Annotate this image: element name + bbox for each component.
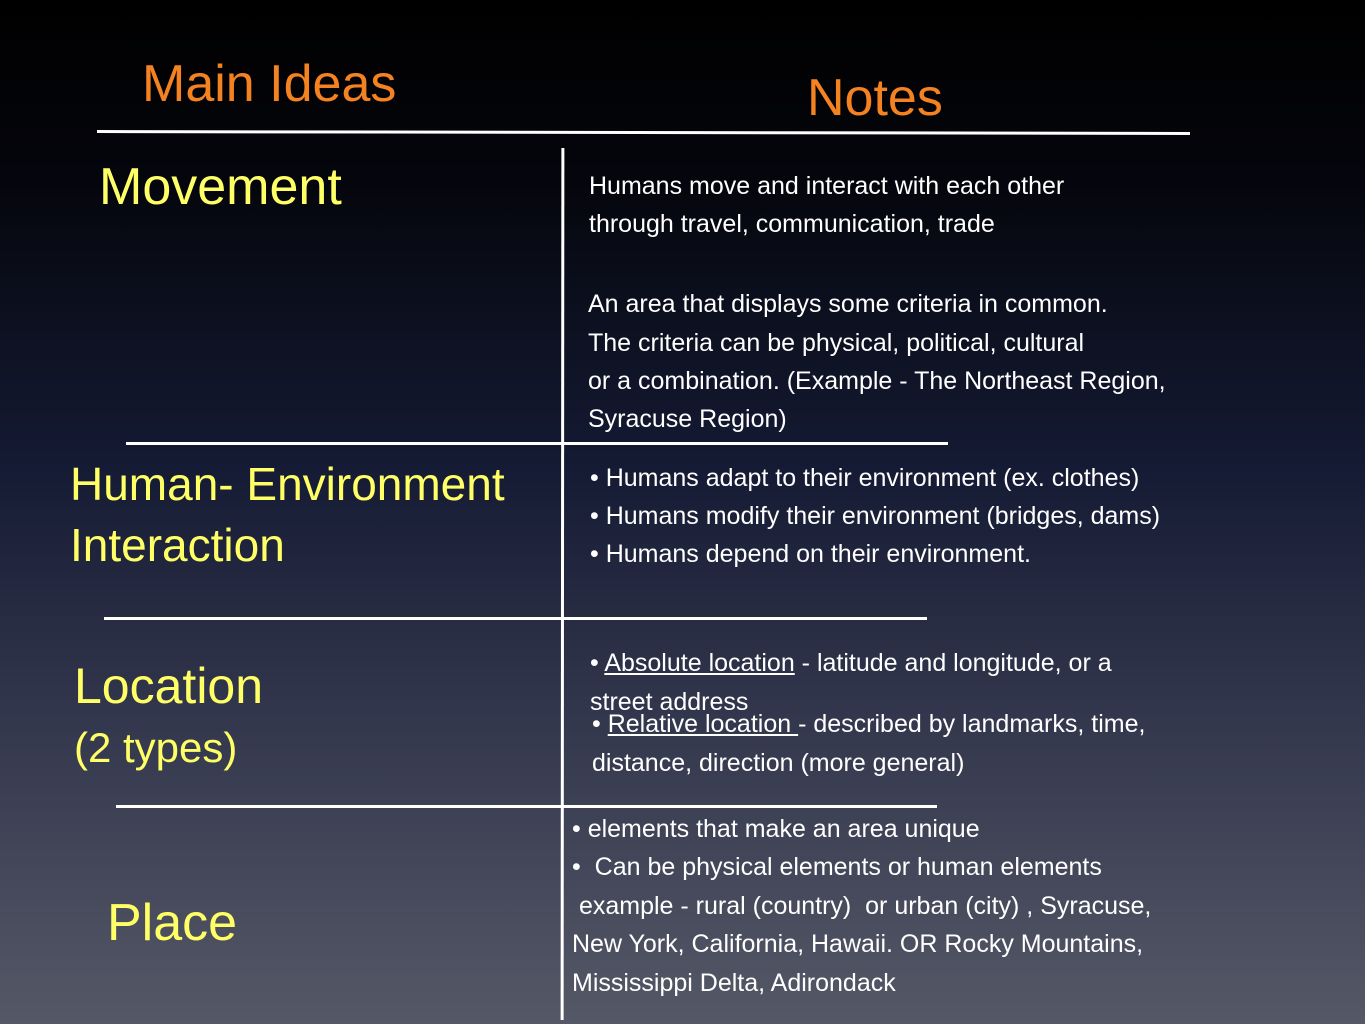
place-note-line-3: example - rural (country) or urban (city) , Syracuse, bbox=[572, 892, 1152, 920]
place-title: Place bbox=[107, 894, 238, 952]
header-divider bbox=[97, 130, 1190, 135]
hei-bullet-1: • Humans adapt to their environment (ex. clothes) bbox=[590, 464, 1140, 492]
absolute-location-term: Absolute location bbox=[604, 649, 795, 677]
relative-location-desc: - described by landmarks, time, bbox=[798, 710, 1146, 738]
relative-location-line-1 bbox=[592, 705, 1145, 744]
relative-location-term: Relative location bbox=[607, 710, 799, 738]
absolute-location-line-2: street address bbox=[590, 688, 749, 716]
region-note-line-2: The criteria can be physical, political, cultural bbox=[588, 329, 1085, 357]
row-divider-2 bbox=[104, 617, 927, 620]
hei-bullet-3: • Humans depend on their environment. bbox=[590, 540, 1031, 568]
main-ideas-header: Main Ideas bbox=[142, 55, 397, 113]
place-note-line-2: • Can be physical elements or human elements bbox=[572, 853, 1102, 881]
place-note-line-5: Mississippi Delta, Adirondack bbox=[572, 969, 896, 997]
bullet: • bbox=[590, 649, 605, 677]
notes-header: Notes bbox=[807, 69, 943, 127]
location-subtitle: (2 types) bbox=[74, 724, 238, 771]
location-title: Location bbox=[74, 658, 264, 714]
absolute-location-desc: - latitude and longitude, or a bbox=[794, 649, 1112, 677]
hei-bullet-2: • Humans modify their environment (bridges, dams) bbox=[590, 502, 1161, 530]
region-note-line-3: or a combination. (Example - The Northeast Region, bbox=[588, 367, 1166, 395]
column-divider bbox=[561, 148, 565, 1020]
region-note-line-4: Syracuse Region) bbox=[588, 405, 787, 433]
movement-title: Movement bbox=[99, 158, 342, 216]
row-divider-3 bbox=[116, 805, 937, 808]
hei-title-line-1: Human- Environment bbox=[70, 458, 505, 510]
absolute-location-line-1 bbox=[590, 644, 1112, 683]
row-divider-1 bbox=[126, 442, 948, 445]
hei-title-line-2: Interaction bbox=[70, 519, 285, 571]
bullet: • bbox=[592, 710, 608, 738]
movement-note-line-2: through travel, communication, trade bbox=[589, 210, 995, 238]
region-note-line-1: An area that displays some criteria in common. bbox=[588, 290, 1108, 318]
place-note-line-4: New York, California, Hawaii. OR Rocky Mountains, bbox=[572, 930, 1144, 958]
movement-note-line-1: Humans move and interact with each other bbox=[589, 172, 1065, 200]
place-note-line-1: • elements that make an area unique bbox=[572, 815, 980, 843]
relative-location-line-2: distance, direction (more general) bbox=[592, 749, 965, 777]
